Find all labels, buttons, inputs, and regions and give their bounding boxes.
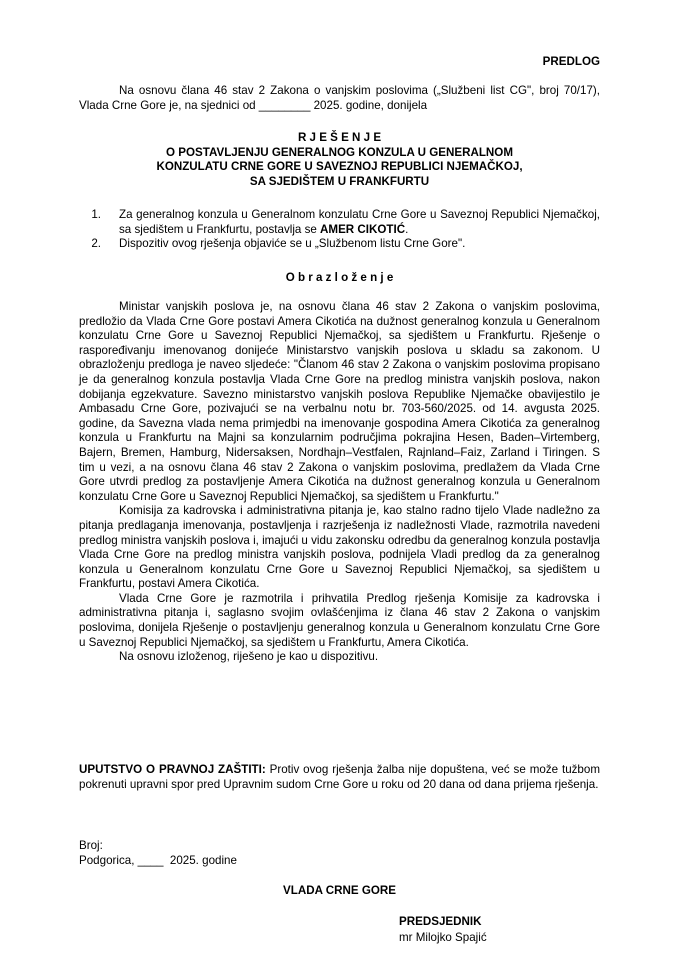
document-title [79,131,600,189]
reasoning-body [79,300,600,665]
reasoning-heading: O b r a z l o ž e n j e [285,271,394,284]
dispositive-list [79,208,600,252]
legal-remedy-text: Protiv ovog rješenja žalba nije dopuštena, već se može tužbom pokrenuti upravni spor pred Upravnim sudom Crne Gore u roku od 20 dana od dana prijema rješenja. [79,763,600,791]
item-text: Za generalnog konzula u Generalnom konzulatu Crne Gore u Saveznoj Republici Njemačkoj, sa sjedištem u Frankfurtu, postavlja se AMER CIKOTIĆ. [119,208,600,236]
legal-remedy [79,763,600,792]
place-date: Podgorica, ____ 2025. godine [79,854,237,867]
item-marker: 2. [91,237,101,251]
dispositive-item [79,237,600,252]
reasoning-paragraph: Na osnovu izloženog, riješeno je kao u dispozitivu. [119,650,379,664]
reasoning-paragraph: Vlada Crne Gore je razmotrila i prihvatila Predlog rješenja Komisije za kadrovska i administrativna pitanja i, saglasno svojim ovlašćenjima iz člana 46 stav 2 Zakona o vanjskim poslovima, donijela Rješenje o postavljenju generalnog konzula u Generalnom konzulatu Crne Gore u Saveznoj Republici Njemačkoj, sa sjedištem u Frankfurtu, Amera Cikotića. [79,591,600,649]
reasoning-paragraph: Komisija za kadrovska i administrativna pitanja je, kao stalno radno tijelo Vlade nadležno za pitanja predlaganja imenovanja, postavljenja i razrješenja iz nadležnosti Vlade, razmotrila navedeni predlog ministra vanjskih poslova i, imajući u vidu zakonsku odredbu da generalnog konzula postavlja Vlada Crne Gore na predlog ministra vanjskih poslova, podnijela Vladi predlog da za generalnog konzula u Generalnom konzulatu Crne Gore u Saveznoj Republici Njemačkoj, sa sjedištem u Frankfurtu, postavi Amera Cikotića. [79,504,600,591]
dispositive-item [79,208,600,237]
item-marker: 1. [91,208,101,221]
title-line-3: KONZULATU CRNE GORE U SAVEZNOJ REPUBLICI NJEMAČKOJ, [156,160,523,174]
preamble: Na osnovu člana 46 stav 2 Zakona o vanjskim poslovima („Službeni list CG", broj 70/17), Vlada Crne Gore je, na sjednici od ________ 2025. godine, donijela [79,84,600,112]
title-line-1: R J E Š E N J E [297,131,382,144]
item-text: Dispozitiv ovog rješenja objaviće se u „Službenom listu Crne Gore". [119,237,466,251]
reasoning-paragraph: Ministar vanjskih poslova je, na osnovu člana 46 stav 2 Zakona o vanjskim poslovima, predložio da Vlada Crne Gore postavi Amera Cikotića na dužnost generalnog konzula u Generalnom konzulatu Crne Gore u Saveznoj Republici Njemačkoj, sa sjedištem u Frankfurtu. Rješenje o raspoređivanju imenovanog donijeće Ministarstvo vanjskih poslova u skladu sa zakonom. U obrazloženju predloga je naveo sljedeće: "Članom 46 stav 2 Zakona o vanjskim poslovima propisano je da generalnog konzula postavlja Vlada Crne Gore na predlog ministra vanjskih poslova, nakon dobijanja egzekvature. Savezno ministarstvo vanjskih poslova Republike Njemačke obavijestilo je Ambasadu Crne Gore, pozivajući se na verbalnu notu br. 703-560/2025. od 14. avgusta 2025. godine, da Savezna vlada nema primjedbi na imenovanje gospodina Amera Cikotića za generalnog konzula u Frankfurtu na Majni sa konzularnim područjima pokrajina Hesen, Baden–Virtemberg, Bajern, Bremen, Hamburg, Nidersaksen, Nordhajn–Vestfalen, Rajnland–Faiz, Zarland i Tiringen. S tim u vezi, a na osnovu člana 46 stav 2 Zakona o vanjskim poslovima, predlažem da Vlada Crne Gore utvrdi predlog za postavljenje Amera Cikotića na dužnost generalnog konzula u Generalnom konzulatu Crne Gore u Saveznoj Republici Njemačkoj, sa sjedištem u Frankfurtu." [79,300,600,503]
draft-label: PREDLOG [542,55,600,68]
title-line-4: SA SJEDIŠTEM U FRANKFURTU [249,174,430,188]
signatory-title: PREDSJEDNIK [399,915,482,928]
title-line-2: O POSTAVLJENJU GENERALNOG KONZULA U GENERALNOM [166,145,513,159]
signatory-name: mr Milojko Spajić [399,931,487,944]
legal-remedy-label: UPUTSTVO O PRAVNOJ ZAŠTITI: [79,763,266,776]
document-number: Broj: [79,839,103,852]
appointee-name: AMER CIKOTIĆ [320,222,406,236]
issuing-authority: VLADA CRNE GORE [283,884,396,897]
